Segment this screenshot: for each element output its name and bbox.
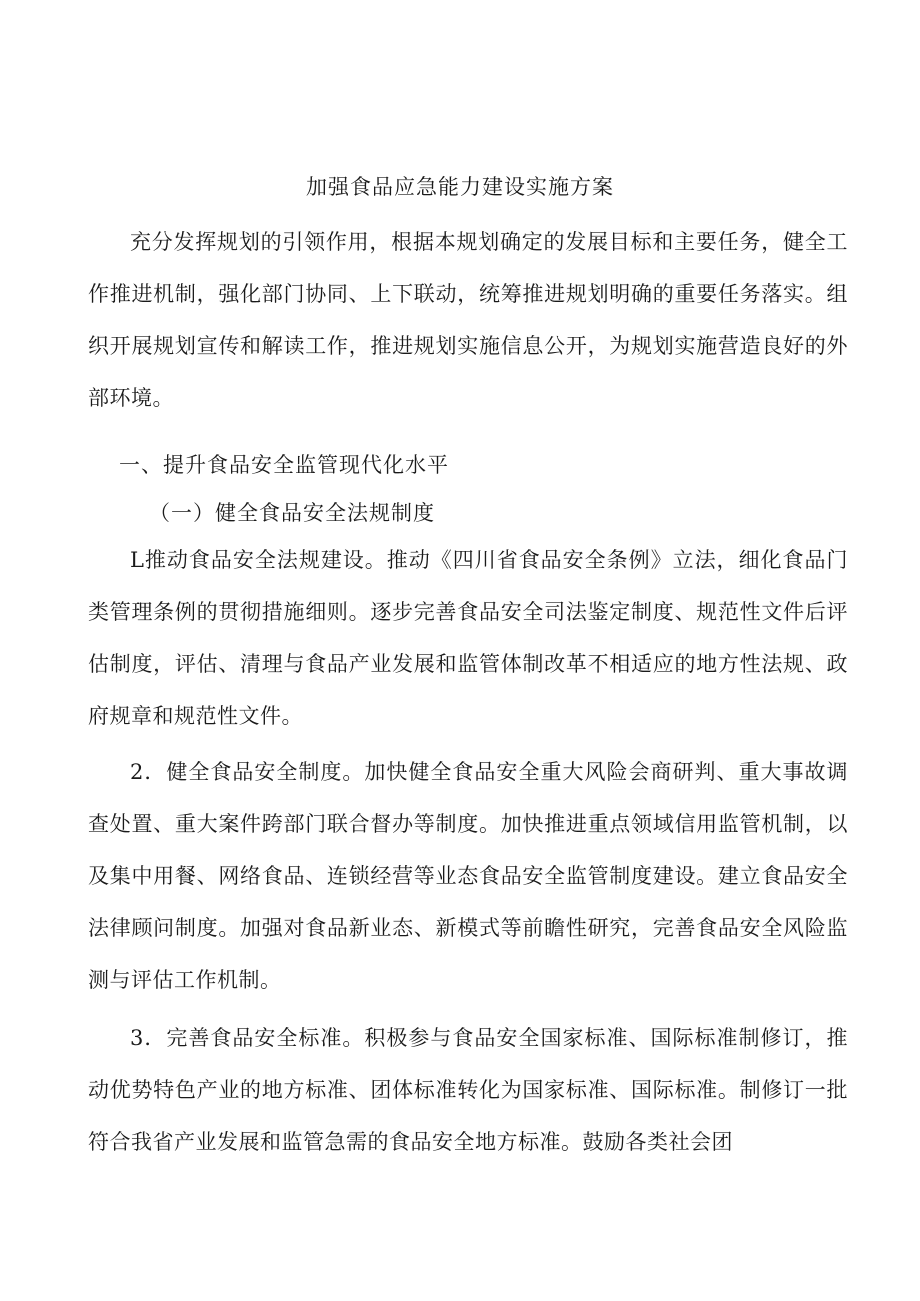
item-paragraph-1: L推动食品安全法规建设。推动《四川省食品安全条例》立法，细化食品门类管理条例的贯彻措施细则。逐步完善食品安全司法鉴定制度、规范性文件后评估制度，评估、清理与食品产业发展和监管体制改革不相适应的地方性法规、政府规章和规范性文件。 xyxy=(88,548,848,728)
item-paragraph-2: 2．健全食品安全制度。加快健全食品安全重大风险会商研判、重大事故调查处置、重大案件跨部门联合督办等制度。加快推进重点领域信用监管机制，以及集中用餐、网络食品、连锁经营等业态食品安全监管制度建设。建立食品安全法律顾问制度。加强对食品新业态、新模式等前瞻性研究，完善食品安全风险监测与评估工作机制。 xyxy=(88,760,848,992)
document-title: 加强食品应急能力建设实施方案 xyxy=(306,175,614,199)
intro-paragraph: 充分发挥规划的引领作用，根据本规划确定的发展目标和主要任务，健全工作推进机制，强化部门协同、上下联动，统筹推进规划明确的重要任务落实。组织开展规划宣传和解读工作，推进规划实施信息公开，为规划实施营造良好的外部环境。 xyxy=(88,230,848,410)
subsection-heading: （一）健全食品安全法规制度 xyxy=(149,501,435,525)
section-heading: 一、提升食品安全监管现代化水平 xyxy=(119,453,449,477)
item-paragraph-3: 3．完善食品安全标准。积极参与食品安全国家标准、国际标准制修订，推动优势特色产业的地方标准、团体标准转化为国家标准、国际标准。制修订一批符合我省产业发展和监管急需的食品安全地方标准。鼓励各类社会团 xyxy=(88,1026,848,1154)
